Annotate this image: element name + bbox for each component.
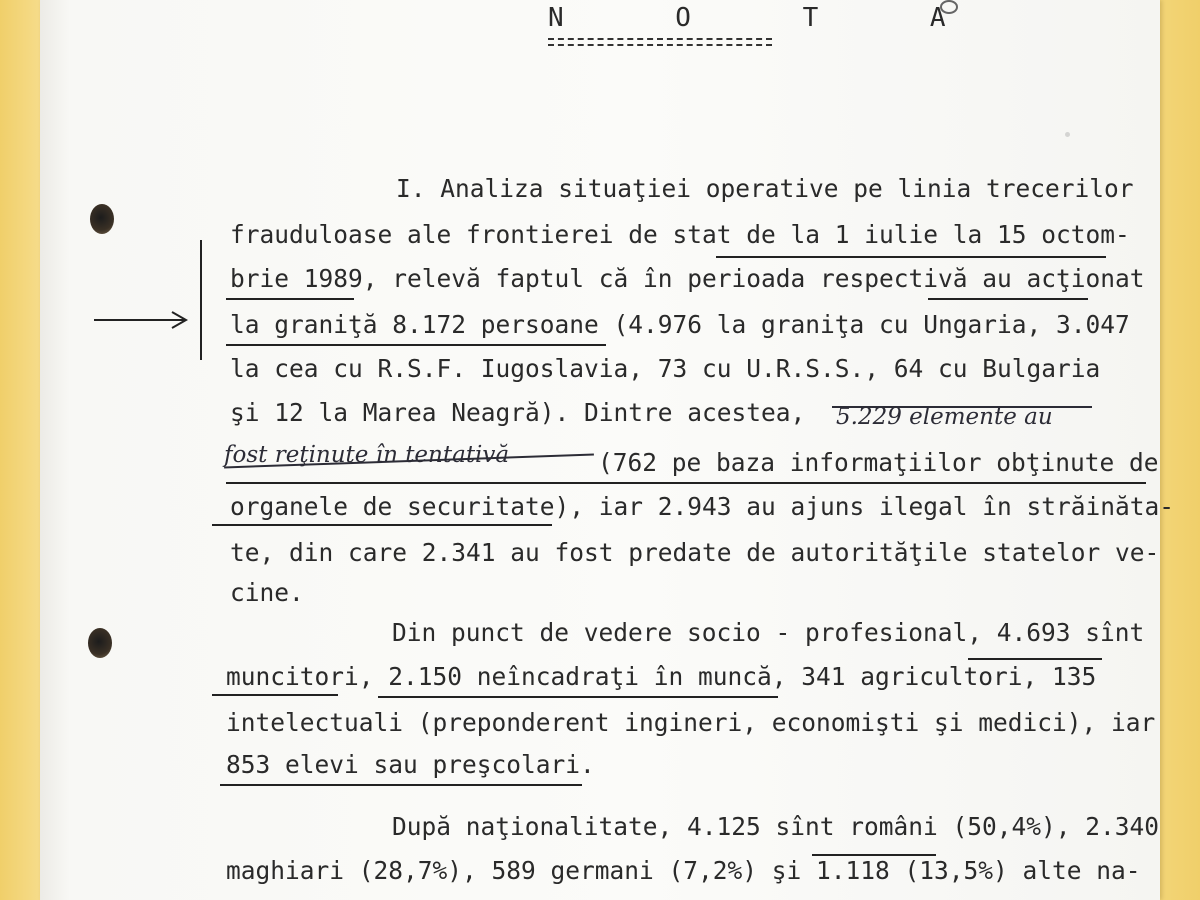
text-line: te, din care 2.341 au fost predate de autorităţile statelor ve- xyxy=(230,538,1160,567)
text-line: brie 1989, relevă faptul că în perioada respectivă au acţionat xyxy=(230,264,1145,293)
text-line: muncitori, 2.150 neîncadraţi în muncă, 341 agricultori, 135 xyxy=(226,662,1097,691)
text-line: maghiari (28,7%), 589 germani (7,2%) şi 1.118 (13,5%) alte na- xyxy=(226,856,1141,885)
punch-hole-bottom xyxy=(88,628,112,658)
underline xyxy=(212,524,552,526)
text-line: I. Analiza situaţiei operative pe linia trecerilor xyxy=(396,174,1134,203)
text-line: intelectuali (preponderent ingineri, economişti şi medici), iar xyxy=(226,708,1156,737)
underline xyxy=(226,344,606,346)
punch-hole-middle xyxy=(90,204,114,234)
ink-speck xyxy=(1065,132,1070,137)
text-line: şi 12 la Marea Neagră). Dintre acestea, xyxy=(230,398,806,427)
title-double-underline-bottom xyxy=(548,44,772,46)
underline xyxy=(378,696,778,698)
handwritten-annotation: fost reţinute în tentativă xyxy=(224,442,510,468)
text-line: la graniţă 8.172 persoane (4.976 la graniţa cu Ungaria, 3.047 xyxy=(230,310,1130,339)
underline xyxy=(812,854,936,856)
text-line: (762 pe baza informaţiilor obţinute de xyxy=(598,448,1159,477)
text-line: Din punct de vedere socio - profesional, 4.693 sînt xyxy=(392,618,1145,647)
paper-sheet xyxy=(40,0,1175,900)
document-title: N O T A xyxy=(548,3,994,33)
underline xyxy=(212,694,338,696)
underline xyxy=(968,658,1102,660)
handwritten-box-top xyxy=(832,406,1092,408)
text-line: frauduloase ale frontierei de stat de la 1 iulie la 15 octom- xyxy=(230,220,1130,249)
underline xyxy=(716,256,1106,258)
text-line: la cea cu R.S.F. Iugoslavia, 73 cu U.R.S.S., 64 cu Bulgaria xyxy=(230,354,1101,383)
underline xyxy=(226,298,354,300)
underline xyxy=(220,784,582,786)
underline xyxy=(928,298,1088,300)
margin-vertical-bar xyxy=(200,240,202,360)
margin-arrow-icon xyxy=(92,308,192,332)
text-line: După naţionalitate, 4.125 sînt români (50,4%), 2.340 xyxy=(392,812,1160,841)
text-line: organele de securitate), iar 2.943 au ajuns ilegal în străinăta- xyxy=(230,492,1175,521)
title-double-underline-top xyxy=(548,38,772,40)
handwritten-annotation: 5.229 elemente au xyxy=(836,404,1053,430)
text-line: 853 elevi sau preşcolari. xyxy=(226,750,595,779)
text-line: cine. xyxy=(230,578,304,607)
underline xyxy=(226,482,1146,484)
